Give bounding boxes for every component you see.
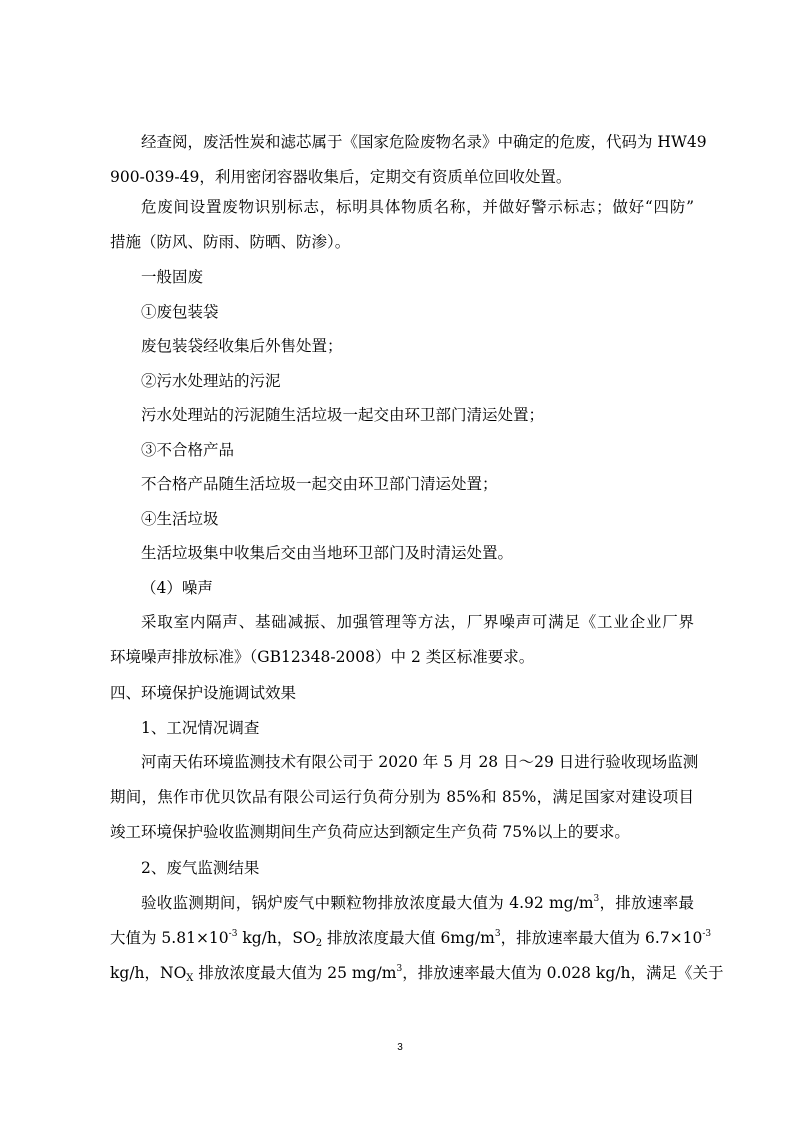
subsection-heading: 1、工况情况调查 xyxy=(141,719,260,737)
text-line: 措施（防风、防雨、防晒、防渗）。 xyxy=(110,233,351,251)
item-text: 生活垃圾集中收集后交由当地环卫部门及时清运处置。 xyxy=(141,544,514,562)
item-heading: ①废包装袋 xyxy=(141,303,219,321)
text-run: 验收监测期间，锅炉废气中颗粒物排放浓度最大值为 4.92 mg/m xyxy=(141,894,594,912)
text-run: kg/h，SO xyxy=(237,929,316,947)
text-line: 环境噪声排放标准》（GB12348-2008）中 2 类区标准要求。 xyxy=(110,648,535,666)
text-run: kg/h，NO xyxy=(110,964,187,982)
superscript: 3 xyxy=(396,964,403,974)
subsection-heading: 2、废气监测结果 xyxy=(141,859,260,877)
text-run: ，排放速率最大值为 6.7×10 xyxy=(500,929,703,947)
text-run: 排放浓度最大值 6mg/m xyxy=(322,929,495,947)
text-line xyxy=(79,921,712,956)
exhaust-gas-paragraph xyxy=(110,886,724,991)
working-condition-paragraph xyxy=(110,745,699,850)
section-heading: 四、环境保护设施调试效果 xyxy=(110,684,297,702)
hazardous-storage-paragraph xyxy=(110,190,694,260)
text-line: 900-039-49，利用密闭容器收集后，定期交有资质单位回收处置。 xyxy=(110,168,572,186)
item-heading: ③不合格产品 xyxy=(141,441,235,459)
text-line: 危废间设置废物识别标志，标明具体物质名称，并做好警示标志；做好“四防” xyxy=(141,198,694,216)
text-line: 期间，焦作市优贝饮品有限公司运行负荷分别为 85%和 85%，满足国家对建设项目 xyxy=(110,788,694,806)
text-line xyxy=(110,886,694,921)
text-line: 采取室内隔声、基础减振、加强管理等方法，厂界噪声可满足《工业企业厂界 xyxy=(141,613,694,631)
superscript: -3 xyxy=(228,929,238,939)
text-line xyxy=(79,956,724,991)
text-line: 竣工环境保护验收监测期间生产负荷应达到额定生产负荷 75%以上的要求。 xyxy=(110,823,630,841)
hazardous-waste-paragraph xyxy=(110,125,707,195)
item-heading: ④生活垃圾 xyxy=(141,510,219,528)
page-number: 3 xyxy=(397,1042,403,1053)
text-run: 排放浓度最大值为 25 mg/m xyxy=(193,964,397,982)
item-heading: ②污水处理站的污泥 xyxy=(141,372,281,390)
general-waste-heading: 一般固废 xyxy=(141,268,204,286)
subscript: X xyxy=(186,973,194,984)
superscript: 3 xyxy=(593,894,600,904)
subscript: 2 xyxy=(315,938,323,949)
text-run: ，排放速率最 xyxy=(599,894,694,912)
noise-paragraph xyxy=(110,605,694,675)
superscript: -3 xyxy=(702,929,712,939)
text-line: 河南天佑环境监测技术有限公司于 2020 年 5 月 28 日～29 日进行验收现场监测 xyxy=(141,753,699,771)
noise-heading: （4）噪声 xyxy=(141,579,213,597)
item-text: 污水处理站的污泥随生活垃圾一起交由环卫部门清运处置； xyxy=(141,406,545,424)
text-line: 经查阅，废活性炭和滤芯属于《国家危险废物名录》中确定的危废，代码为 HW49 xyxy=(141,133,707,151)
item-text: 不合格产品随生活垃圾一起交由环卫部门清运处置； xyxy=(141,475,498,493)
item-text: 废包装袋经收集后外售处置； xyxy=(141,337,343,355)
text-run: 大值为 5.81×10 xyxy=(110,929,229,947)
text-run: ，排放速率最大值为 0.028 kg/h，满足《关于 xyxy=(402,964,724,982)
superscript: 3 xyxy=(494,929,501,939)
